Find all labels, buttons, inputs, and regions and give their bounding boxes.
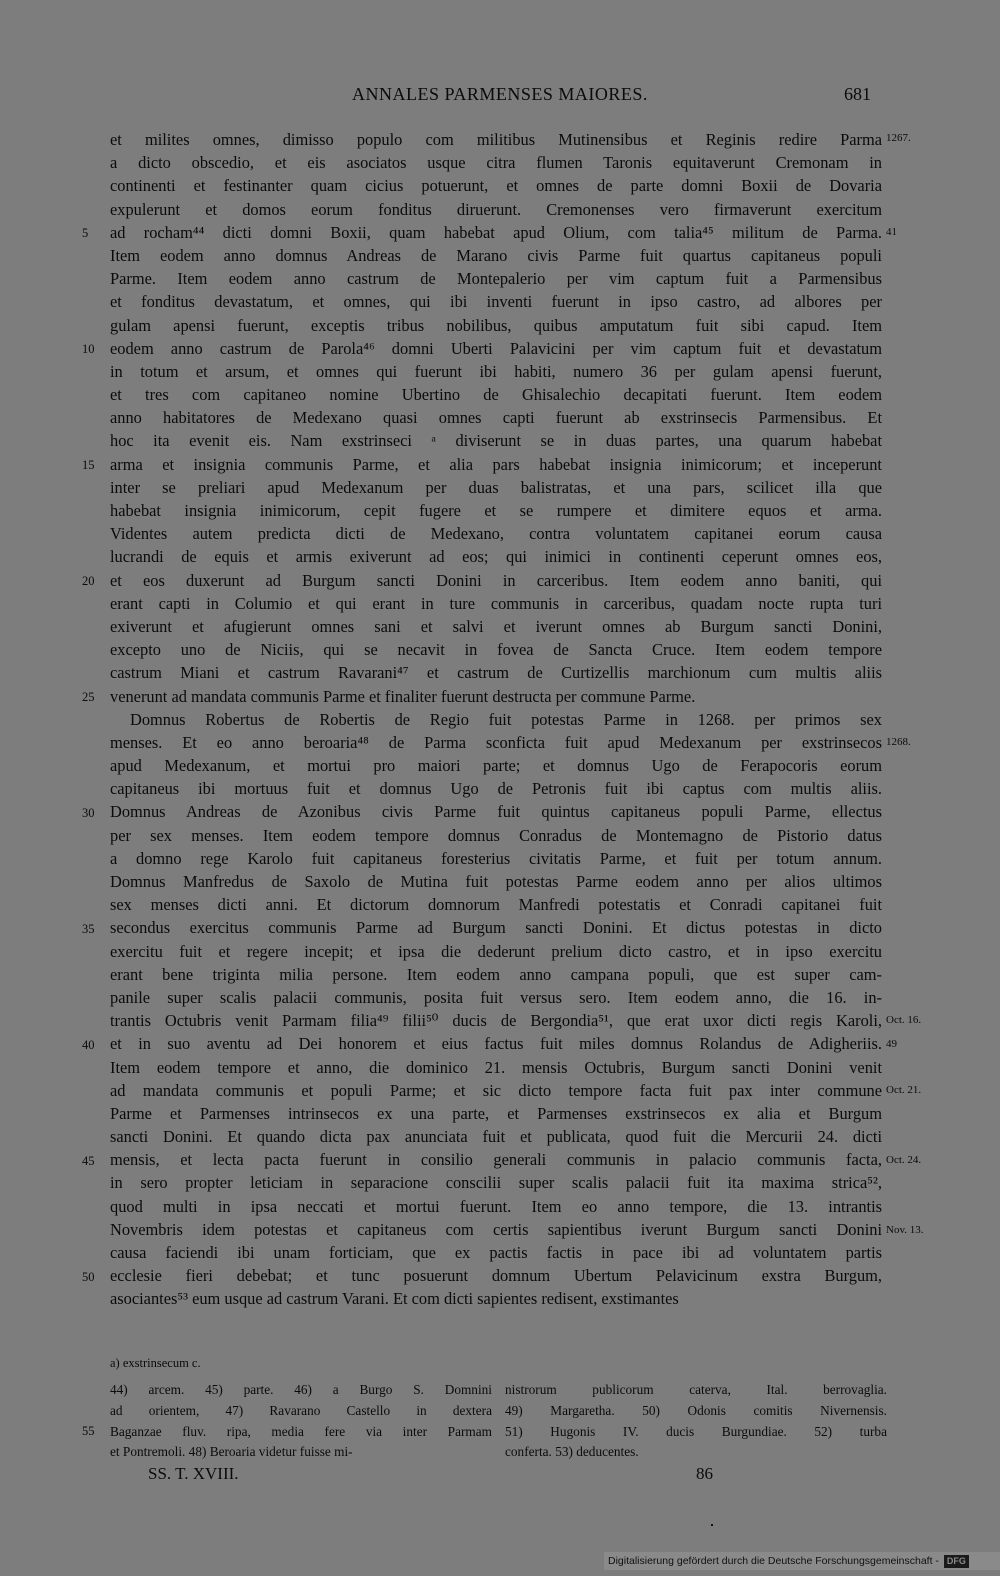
line-number: 40 <box>82 1038 95 1052</box>
text-line: causa faciendi ibi unam forticiam, que ex pactis factis in pace ibi ad voluntatem partis <box>110 1243 882 1262</box>
margin-year: 1267. <box>886 132 911 144</box>
line-number: 30 <box>82 806 95 820</box>
text-line: lucrandi de equis et armis exiverunt ad eos; qui inimici in continenti ceperunt omnes eos, <box>110 547 882 567</box>
text-line: panile super scalis palacii communis, posita fuit versus sero. Item eodem anno, die 16. in- <box>110 987 882 1007</box>
footnote-line: conferta. 53) deducentes. <box>505 1444 639 1460</box>
text-line: a dicto obscedio, et eis asociatos usque citra flumen Taronis equitaverunt Cremonam in <box>110 153 882 173</box>
margin-note: 49 <box>886 1038 897 1050</box>
text-line: trantis Octubris venit Parmam filia⁴⁹ filii⁵⁰ ducis de Bergondia⁵¹, que erat uxor dicti regis Karoli, <box>110 1011 882 1031</box>
footnote-line: 49) Margaretha. 50) Odonis comitis Nivernensis. <box>505 1402 887 1418</box>
text-line: Parme et Parmenses intrinsecos ex una parte, et Parmenses exstrinsecos ex alia et Burgum <box>110 1103 882 1123</box>
text-line: capitaneus ibi mortuus fuit et domnus Ugo de Petronis fuit ibi captus com multis aliis. <box>110 779 882 799</box>
running-title: ANNALES PARMENSES MAIORES. <box>352 84 648 104</box>
text-line: anno habitatores de Medexano quasi omnes capti fuerunt ab exstrinsecis Parmensibus. Et <box>110 408 882 428</box>
text-line: Parme. Item eodem anno castrum de Montepalerio per vim captum fuit a Parmensibus <box>110 269 882 289</box>
text-line: et in suo aventu ad Dei honorem et eius factus fuit miles domnus Rolandus de Adigheriis. <box>110 1034 882 1054</box>
text-line: exercitu fuit et regere incepit; et ipsa die dederunt prelium dicto castro, et in ipso exercitu <box>110 941 882 961</box>
sheet-number: 86 <box>696 1464 713 1483</box>
footnote-line: ad orientem, 47) Ravarano Castello in dextera <box>110 1402 492 1418</box>
line-number: 25 <box>82 690 95 704</box>
text-line: menses. Et eo anno beroaria⁴⁸ de Parma sconficta fuit apud Medexanum per exstrinsecos <box>110 732 882 752</box>
text-line: habebat insignia inimicorum, cepit fugere et se rumpere et dimitere equos et arma. <box>110 501 882 520</box>
text-line: hoc ita evenit eis. Nam exstrinseci ᵃ diviserunt se in duas partes, una quarum habebat <box>110 431 882 451</box>
text-line: in totum et arsum, et omnes qui fuerunt ibi habiti, numero 36 per gulam apensi fuerunt, <box>110 361 882 381</box>
text-line: et eos duxerunt ad Burgum sancti Donini in carceribus. Item eodem anno baniti, qui <box>110 570 882 590</box>
footnote-line: Baganzae fluv. ripa, media fere via inter Parmam <box>110 1423 492 1439</box>
margin-note: 41 <box>886 226 897 238</box>
text-line: inter se preliari apud Medexanum per duas balistratas, et una pars, scilicet illa que <box>110 477 882 497</box>
text-line: mensis, et lecta pacta fuerunt in consilio generali communis in palacio communis facta, <box>110 1150 882 1170</box>
text-line: sancti Donini. Et quando dicta pax anunciata fuit et publicata, quod fuit die Mercurii 24. dicti <box>110 1127 882 1147</box>
text-line: et tres com capitaneo nomine Ubertino de Ghisalechio decapitati fuerunt. Item eodem <box>110 385 882 405</box>
line-number: 20 <box>82 574 95 588</box>
footnote-line-number: 55 <box>82 1424 95 1438</box>
text-line: et fonditus devastatum, et omnes, qui ibi inventi fuerunt in ipso castro, ad albores per <box>110 292 882 312</box>
text-line: in sero propter leticiam in separacione conscilii super scalis palacii fuit ita maxima strica⁵², <box>110 1173 882 1193</box>
margin-year: 1268. <box>886 736 911 748</box>
margin-date: Oct. 16. <box>886 1014 922 1026</box>
text-line: gulam apensi fuerunt, exceptis tribus nobilibus, quibus amputatum fuit sibi capud. Item <box>110 315 882 335</box>
text-line: asociantes⁵³ eum usque ad castrum Varani. Et com dicti sapientes redisent, exstimantes <box>110 1289 679 1309</box>
text-line: erant capti in Columio et qui erant in ture communis in carceribus, quadam nocte rupta turi <box>110 593 882 613</box>
margin-date: Oct. 21. <box>886 1084 922 1096</box>
text-line: exiverunt et afugierunt omnes sani et salvi et iverunt omnes ab Burgum sancti Donini, <box>110 616 882 636</box>
line-number: 45 <box>82 1154 95 1168</box>
footnote-line: et Pontremoli. 48) Beroaria videtur fuisse mi- <box>110 1444 353 1460</box>
text-line: expulerunt et domos eorum fonditus diruerunt. Cremonenses vero firmaverunt exercitum <box>110 199 882 219</box>
footnote-line: nistrorum publicorum caterva, Ital. berrovaglia. <box>505 1382 887 1397</box>
text-line: Item eodem tempore et anno, die dominico 21. mensis Octubris, Burgum sancti Donini venit <box>110 1057 882 1077</box>
signature-mark: SS. T. XVIII. <box>148 1464 239 1483</box>
text-line: per sex menses. Item eodem tempore domnus Conradus de Montemagno de Pistorio datus <box>110 825 882 845</box>
speck <box>711 1524 713 1526</box>
footnote-line: 51) Hugonis IV. ducis Burgundiae. 52) turba <box>505 1423 887 1439</box>
line-number: 35 <box>82 922 95 936</box>
text-line: Videntes autem predicta dicti de Medexano, contra voluntatem capitanei eorum causa <box>110 524 882 544</box>
text-line: castrum Miani et castrum Ravarani⁴⁷ et castrum de Curtizellis marchionum cum multis aliis <box>110 663 882 683</box>
text-line: arma et insignia communis Parme, et alia pars habebat insignia inimicorum; et inceperunt <box>110 454 882 474</box>
text-line: sex menses dicti anni. Et dictorum domnorum Manfredi potestatis et Conradi capitanei fuit <box>110 895 882 915</box>
footnotes-left-column <box>110 1380 492 1463</box>
line-number: 50 <box>82 1270 95 1284</box>
text-line: Item eodem anno domnus Andreas de Marano civis Parme fuit quartus capitaneus populi <box>110 245 882 265</box>
main-text <box>110 128 882 1311</box>
text-line: ad mandata communis et populi Parme; et sic dicto tempore facta fuit pax inter commune <box>110 1080 882 1100</box>
footnote-line: 44) arcem. 45) parte. 46) a Burgo S. Domnini <box>110 1382 492 1397</box>
footnotes-right-column <box>505 1380 887 1463</box>
text-line: eodem anno castrum de Parola⁴⁶ domni Uberti Palavicini per vim captum fuit et devastatum <box>110 338 882 358</box>
text-line: apud Medexanum, et mortui pro maiori parte; et domnus Ugo de Ferapocoris eorum <box>110 756 882 776</box>
text-line: erant bene triginta milia persone. Item eodem anno campana populi, que est super cam- <box>110 964 882 984</box>
text-line: ecclesie fieri debebat; et tunc posuerunt domnum Ubertum Pelavicinum exstra Burgum, <box>110 1266 882 1286</box>
text-line: secondus exercitus communis Parme ad Burgum sancti Donini. Et dictus potestas in dicto <box>110 918 882 938</box>
text-line: Novembris idem potestas et capitaneus com certis sapientibus iverunt Burgum sancti Donini <box>110 1219 882 1239</box>
text-line: Domnus Manfredus de Saxolo de Mutina fuit potestas Parme eodem anno per alios ultimos <box>110 872 882 891</box>
line-number: 10 <box>82 342 95 356</box>
margin-date: Nov. 13. <box>886 1224 924 1236</box>
dfg-logo-icon: DFG <box>944 1555 969 1568</box>
text-line: a domno rege Karolo fuit capitaneus foresterius civitatis Parme, et fuit per totum annum. <box>110 848 882 868</box>
text-line: venerunt ad mandata communis Parme et finaliter fuerunt destructa per commune Parme. <box>110 686 696 706</box>
text-line: excepto uno de Niciis, qui se necavit in fovea de Sancta Cruce. Item eodem tempore <box>110 640 882 660</box>
line-number: 15 <box>82 458 95 472</box>
text-line: Domnus Andreas de Azonibus civis Parme fuit quintus capitaneus populi Parme, ellectus <box>110 802 882 822</box>
variant-footnote: a) exstrinsecum c. <box>110 1356 201 1370</box>
text-line: quod multi in ipsa neccati et mortui fuerunt. Item eo anno tempore, die 13. intrantis <box>110 1196 882 1216</box>
text-line: Domnus Robertus de Robertis de Regio fuit potestas Parme in 1268. per primos sex <box>130 709 882 729</box>
digitization-credit-bar <box>604 1552 1000 1570</box>
text-line: continenti et festinanter quam cicius potuerunt, et omnes de parte domni Boxii de Dovaria <box>110 176 882 196</box>
margin-date: Oct. 24. <box>886 1154 922 1166</box>
text-line: ad rocham⁴⁴ dicti domni Boxii, quam habebat apud Olium, com talia⁴⁵ militum de Parma. <box>110 222 882 242</box>
digitization-credit: Digitalisierung gefördert durch die Deutsche Forschungsgemeinschaft - <box>608 1555 939 1567</box>
text-line: et milites omnes, dimisso populo com militibus Mutinensibus et Reginis redire Parma <box>110 130 882 149</box>
page-number: 681 <box>844 84 871 104</box>
line-number: 5 <box>82 226 89 240</box>
